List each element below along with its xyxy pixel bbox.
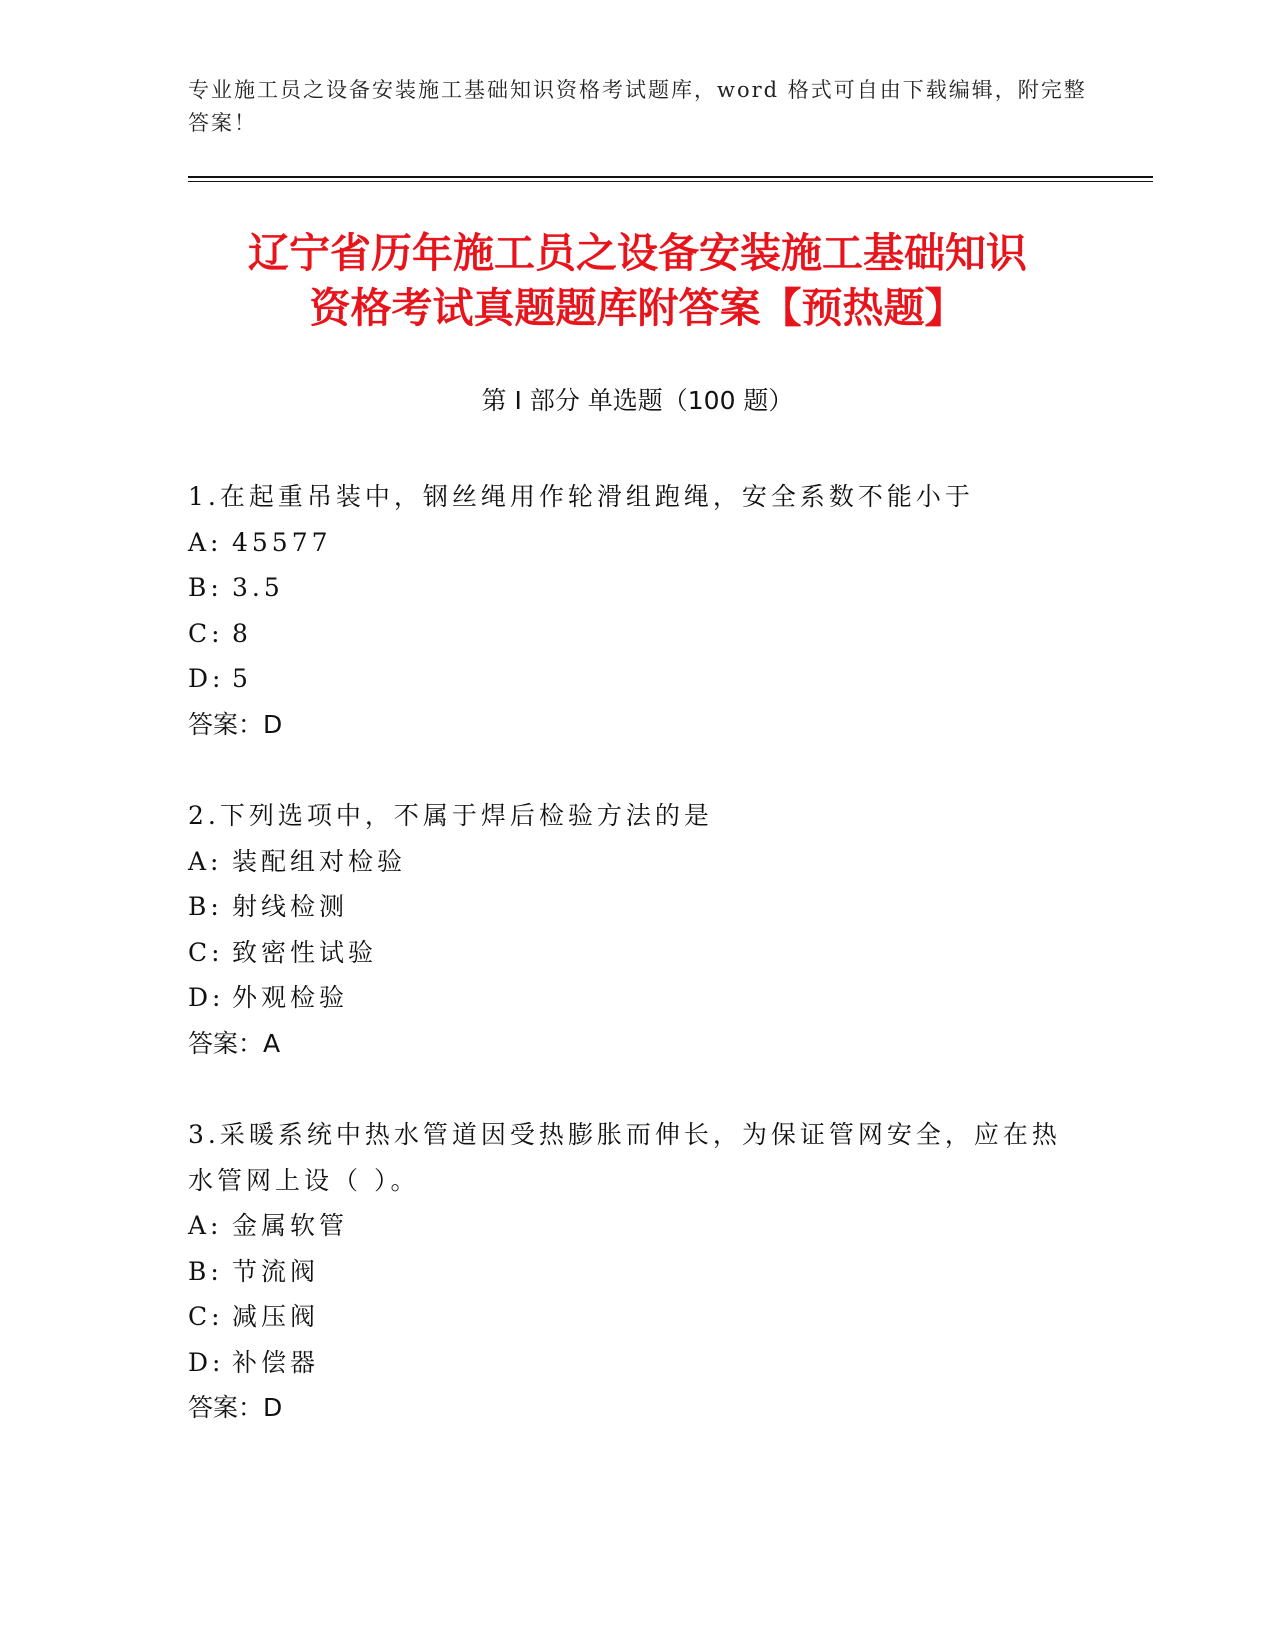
option-a: [188, 1203, 1088, 1249]
option-key: A:: [188, 527, 223, 557]
option-b: [188, 884, 1088, 930]
option-c: [188, 611, 1088, 657]
question-stem: 3.采暖系统中热水管道因受热膨胀而伸长，为保证管网安全，应在热水管网上设（ ）。: [188, 1120, 1061, 1195]
question-list: [188, 474, 1088, 1477]
answer: 答案：D: [188, 709, 283, 739]
header-divider-thin: [188, 181, 1153, 182]
option-key: C:: [188, 618, 224, 648]
option-text: 节流阀: [232, 1256, 320, 1286]
option-key: C:: [188, 1302, 224, 1331]
option-d: [188, 656, 1088, 702]
option-key: B:: [188, 573, 223, 602]
option-text: 射线检测: [232, 892, 349, 921]
option-b: [188, 1249, 1088, 1295]
answer: 答案：A: [188, 1028, 281, 1058]
option-c: [188, 1294, 1088, 1340]
option-b: [188, 565, 1088, 611]
option-a: [188, 520, 1088, 566]
document-title: [150, 226, 1125, 336]
option-text: 金属软管: [232, 1211, 349, 1240]
option-c: [188, 930, 1088, 976]
question-1: [188, 474, 1088, 747]
option-text: 5: [232, 664, 252, 693]
option-key: B:: [188, 892, 223, 921]
option-text: 外观检验: [232, 983, 349, 1012]
option-text: 减压阀: [232, 1302, 320, 1331]
option-key: C:: [188, 937, 224, 967]
option-key: D:: [188, 664, 225, 693]
option-a: [188, 839, 1088, 885]
option-d: [188, 1340, 1088, 1386]
section-title: 第 I 部分 单选题（100 题）: [481, 386, 794, 415]
header-note: 专业施工员之设备安装施工基础知识资格考试题库，word 格式可自由下载编辑，附完整答案！: [188, 78, 1087, 135]
option-key: A:: [188, 1211, 223, 1240]
option-text: 补偿器: [232, 1347, 320, 1377]
document-title-line-2: 资格考试真题题库附答案【预热题】: [309, 284, 966, 332]
option-key: B:: [188, 1256, 223, 1286]
option-key: D:: [188, 983, 225, 1012]
option-key: A:: [188, 846, 223, 876]
option-text: 装配组对检验: [232, 846, 407, 876]
question-stem: 2.下列选项中，不属于焊后检验方法的是: [188, 801, 713, 830]
option-d: [188, 975, 1088, 1021]
option-text: 3.5: [232, 573, 284, 602]
question-stem: 1.在起重吊装中，钢丝绳用作轮滑组跑绳，安全系数不能小于: [188, 482, 974, 511]
option-text: 8: [232, 618, 252, 648]
option-text: 45577: [232, 527, 332, 557]
question-3: [188, 1112, 1088, 1431]
answer: 答案：D: [188, 1393, 283, 1422]
option-key: D:: [188, 1347, 225, 1377]
header-divider-thick: [188, 176, 1153, 178]
option-text: 致密性试验: [232, 937, 378, 967]
question-2: [188, 793, 1088, 1066]
document-title-line-1: 辽宁省历年施工员之设备安装施工基础知识: [248, 229, 1027, 277]
